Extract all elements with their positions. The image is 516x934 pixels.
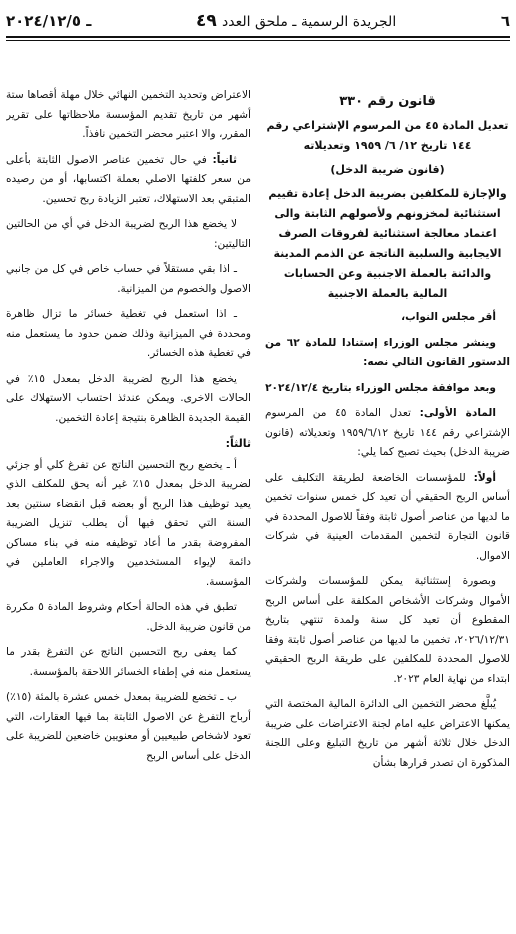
enactment-publish: وينشر مجلس الوزراء إستنادا للمادة ٦٢ من الدستور القانون التالي نصه:	[265, 336, 510, 368]
enactment-parliament: أقر مجلس النواب،	[401, 311, 496, 323]
page-header	[6, 6, 510, 36]
article-one	[265, 404, 510, 463]
paragraph-case-two: ـ اذا استعمل في تغطية خسائر ما تزال ظاهرة ومحددة في الميزانية وذلك ضمن حدود ما يستعمل منه في تغطية هذه الخسائر.	[6, 308, 251, 359]
enactment-approval: وبعد موافقة مجلس الوزراء بتاريخ ٢٠٢٤/١٢/٤	[265, 381, 496, 394]
paragraph-notification: يُبلَّغ محضر التخمين الى الدائرة المالية المختصة التي يمكنها الاعتراض عليه امام لجنة الاعتراضات على ضريبة الدخل خلال ثلاثة أشهر من تاريخ التبليغ وعلى اللجنة المذكورة ان تصدر قرارها بشأن	[265, 698, 510, 769]
law-title-scope: والإجازة للمكلفين بضريبة الدخل إعادة تقييم استثنائية لمخزونهم ولأصولهم الثابتة والى اعتماد معالجة استثنائية لفروقات الصرف الايجابية والسلبية الناتجة عن الذمم المدينة والدائنة بالعملة الاجنبية وعن الحسابات المالية بالعملة الاجنبية	[268, 187, 507, 300]
gazette-title: الجريدة الرسمية ـ ملحق العدد	[222, 14, 397, 30]
header-divider	[6, 36, 510, 41]
paragraph-third-a: أ ـ يخضع ربح التحسين الناتج عن تفرغ كلي أو جزئي لضريبة الدخل بمعدل ١٥٪ غير أنه يحق للمكلف الذي يعيد توظيف هذا الربح أو بعضه قبل انقضاء سنتين بعد السنة التي تحقق فيها أن يطلب تنزيل الضريبة المفروضة بقدر ما أعاد توظيفه منه في بناء مساكن دائمة لإيواء المستخدمين والاجراء العاملين في المؤسسة.	[6, 458, 251, 588]
paragraph-objection: الاعتراض وتحديد التخمين النهائي خلال مهلة أقصاها ستة أشهر من تاريخ تقديم المؤسسة ملاحظاتها على تقرير المقرر، والا اعتبر محضر التخمين نافذاً.	[6, 89, 251, 140]
clause-third-lead: ثالثاً:	[225, 437, 251, 450]
paragraph-third-b: ب ـ تخضع للضريبة بمعدل خمس عشرة بالمئة (١٥٪) أرباح التفرغ عن الاصول الثابتة بما فيها العقارات، التي تعود لاشخاص طبيعيين أو معنويين خاضعين للضريبة على الدخل على أساس الربح	[6, 691, 251, 762]
clause-second-text: في حال تخمين عناصر الاصول الثابتة بأعلى من سعر كلفتها الاصلي بعملة اكتسابها، أو من رصيده المتبقي بعد الاستهلاك، تعتبر الزيادة ربح تحسين.	[6, 153, 251, 205]
article-one-text: تعدل المادة ٤٥ من المرسوم الإشتراعي رقم ١٤٤ تاريخ ١٩٥٩/٦/١٢ وتعديلاته (قانون ضريبة الدخل) بحيث تصبح كما يلي:	[265, 407, 510, 458]
paragraph-exceptional: وبصورة إستثنائية يمكن للمؤسسات ولشركات الأموال وشركات الأشخاص المكلفة على أساس الربح المقطوع أن تعيد كل سنة ولمدة تنتهي بتاريخ ٢٠٢٦/١٢/٣١، تخمين ما لديها من عناصر أصول ثابتة وفقا للاصول المحددة للمكلفين على طريقة الربح الحقيقي ابتداء من نهاية العام ٢٠٢٣.	[265, 575, 510, 685]
page-body	[6, 46, 510, 930]
paragraph-case-one: ـ اذا بقي مستقلاً في حساب خاص في كل من جانبي الاصول والخصوم من الميزانية.	[6, 263, 251, 295]
law-title-sub: (قانون ضريبة الدخل)	[330, 163, 445, 176]
page-number: ٦	[500, 12, 510, 30]
paragraph-loss-exemption: كما يعفى ربح التحسين الناتج عن التفرغ بقدر ما يستعمل منه في إطفاء الخسائر اللاحقة بالمؤسسة.	[6, 646, 251, 678]
law-number: قانون رقم ٣٣٠	[339, 94, 436, 109]
clause-second-lead: ثانياً:	[212, 153, 237, 166]
paragraph-article-5-bis: تطبق في هذه الحالة أحكام وشروط المادة ٥ مكررة من قانون ضريبة الدخل.	[6, 601, 251, 633]
clause-second	[6, 151, 251, 210]
paragraph-exempt-cases: لا يخضع هذا الربح لضريبة الدخل في أي من الحالتين التاليتين:	[6, 218, 251, 250]
law-title-main: تعديل المادة ٤٥ من المرسوم الإشتراعي رقم ١٤٤ تاريخ ١٢/ ٦/ ١٩٥٩ وتعديلاته	[266, 119, 509, 152]
issue-number: ٤٩	[196, 11, 217, 31]
right-column	[265, 46, 510, 930]
gazette-date: ـ ٢٠٢٤/١٢/٥	[6, 12, 92, 30]
article-one-lead: المادة الأولى:	[419, 407, 497, 419]
clause-first-lead: أولاً:	[473, 471, 496, 484]
paragraph-tax-rate: يخضع هذا الربح لضريبة الدخل بمعدل ١٥٪ في الحالات الاخرى. ويمكن عندئذ احتساب الاستهلاك على القيمة الجديدة الظاهرة بنتيجة إعادة التخمين.	[6, 372, 251, 424]
gazette-title-group	[196, 11, 396, 31]
clause-first-text: للمؤسسات الخاضعة لطريقة التكليف على أساس الربح الحقيقي أن تعيد كل خمس سنوات تخمين ما لديها من عناصر أصول ثابتة وفقاً للاصول المحددة في قانون التجارة لتخمين المقدمات العينية في شركات الاموال.	[265, 471, 510, 562]
left-column	[6, 46, 251, 930]
clause-first	[265, 469, 510, 567]
